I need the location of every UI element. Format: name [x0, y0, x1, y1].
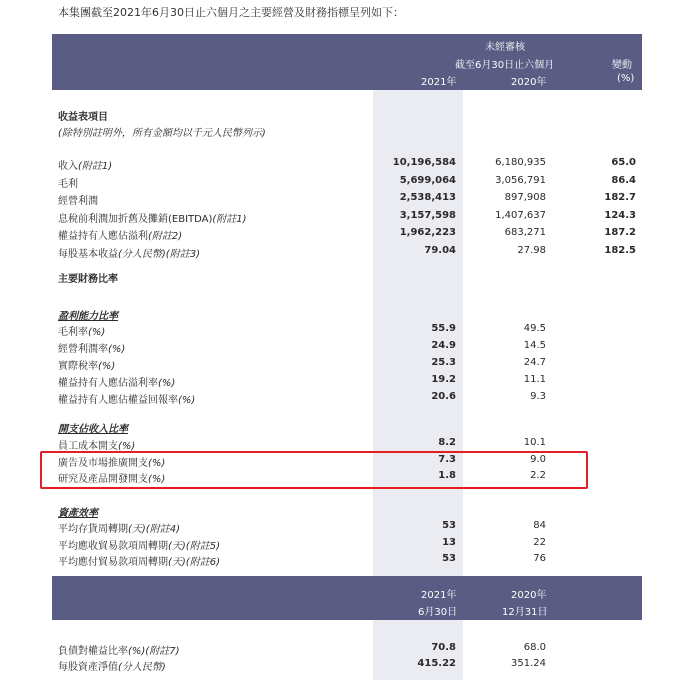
- value-2020: 27.98: [517, 244, 546, 256]
- row-label-text: 實際稅率: [58, 361, 98, 372]
- value-2021: 5,699,064: [399, 174, 456, 186]
- value-change: 124.3: [604, 209, 636, 221]
- value-2021: 1,962,223: [399, 227, 456, 238]
- row-label: [58, 537, 220, 552]
- value-change: 182.7: [604, 192, 636, 203]
- value-2020: 897,908: [504, 192, 546, 203]
- section-title-efficiency: 資產效率: [58, 508, 98, 519]
- row-label-note: (%): [118, 441, 136, 452]
- row-label: [58, 658, 166, 673]
- value-2021: 3,157,598: [399, 209, 456, 221]
- row-label-text: 收入: [58, 161, 78, 172]
- row-label-text: 權益持有人應佔溢利率: [58, 378, 158, 389]
- value-2020: 2.2: [530, 470, 546, 481]
- row-label-note: (附註2): [148, 231, 183, 242]
- row-label-note: (%)(附註7): [128, 646, 180, 657]
- value-2021: 2,538,413: [399, 192, 456, 203]
- value-2021: 79.04: [424, 244, 456, 256]
- value-2020: 11.1: [523, 374, 546, 385]
- row-label: [58, 374, 175, 389]
- value-2021: 7.3: [438, 453, 456, 465]
- row-label-note: (%): [158, 378, 176, 389]
- header-period: 截至6月30日止六個月: [455, 60, 555, 71]
- intro-text: 本集團截至2021年6月30日止六個月之主要經營及財務指標呈列如下：: [58, 6, 404, 19]
- row-label-text: 每股資產淨值: [58, 662, 118, 673]
- section-title-ratios: 主要財務比率: [58, 274, 118, 285]
- header-change-unit: (%): [617, 73, 635, 84]
- value-2020: 683,271: [504, 227, 546, 238]
- value-2021: 20.6: [431, 391, 456, 402]
- value-2020: 9.0: [530, 453, 546, 465]
- section-title-income: 收益表項目: [58, 112, 108, 123]
- value-2021: 13: [442, 536, 456, 548]
- row-label-note: (分人民幣)(附註3): [118, 248, 200, 260]
- row-label-note: (%): [108, 344, 126, 355]
- row-label-note: (附註1): [212, 213, 247, 225]
- row-label: [58, 192, 98, 207]
- header2-date-2021: 6月30日: [418, 607, 458, 618]
- highlight-box: [40, 451, 588, 489]
- value-2020: 22: [533, 536, 546, 548]
- row-label-text: 經營利潤: [58, 196, 98, 207]
- value-2020: 3,056,791: [495, 174, 546, 186]
- table-header-balance: [52, 576, 642, 620]
- row-label-text: 權益持有人應佔權益回報率: [58, 395, 178, 406]
- header-year-2020: 2020年: [511, 77, 547, 88]
- row-label: [58, 210, 247, 225]
- value-2021: 10,196,584: [392, 157, 456, 168]
- row-label: [58, 340, 125, 355]
- row-label-text: 權益持有人應佔溢利: [58, 231, 148, 242]
- row-label-text: 平均存貨周轉期: [58, 524, 128, 535]
- row-label: [58, 437, 135, 452]
- row-label-text: 毛利: [58, 178, 78, 190]
- value-2020: 24.7: [523, 357, 546, 368]
- section-title-profitability: 盈利能力比率: [58, 311, 118, 322]
- value-2020: 14.5: [523, 340, 546, 351]
- row-label-text: 廣告及市場推廣開支: [58, 457, 148, 469]
- value-2020: 6,180,935: [495, 157, 546, 168]
- row-label: [58, 157, 112, 172]
- value-2021: 53: [442, 553, 456, 564]
- row-label-note: (分人民幣): [118, 662, 166, 673]
- row-label: [58, 245, 200, 260]
- value-2020: 84: [533, 520, 546, 531]
- row-label: [58, 323, 105, 338]
- row-label-text: 平均應付貿易款項周轉期: [58, 557, 168, 568]
- value-change: 65.0: [611, 157, 636, 168]
- row-label-text: 息稅前利潤加折舊及攤銷(EBITDA): [58, 213, 213, 225]
- row-label-note: (%): [148, 474, 166, 485]
- value-2020: 76: [533, 553, 546, 564]
- value-2021: 415.22: [417, 658, 456, 669]
- row-label: [58, 391, 195, 406]
- value-2020: 68.0: [523, 642, 546, 653]
- value-2021: 25.3: [431, 357, 456, 368]
- value-2021: 70.8: [431, 642, 456, 653]
- value-2020: 49.5: [523, 323, 546, 334]
- row-label-note: (天)(附註6): [168, 557, 220, 568]
- row-label-note: (%): [178, 395, 196, 406]
- row-label-text: 研究及產品開發開支: [58, 474, 148, 485]
- value-2021: 55.9: [431, 323, 456, 334]
- value-change: 187.2: [604, 227, 636, 238]
- row-label-text: 負債對權益比率: [58, 646, 128, 657]
- row-label-text: 毛利率: [58, 327, 88, 338]
- row-label: [58, 553, 220, 568]
- header2-date-2020: 12月31日: [502, 607, 548, 618]
- value-2020: 9.3: [530, 391, 546, 402]
- header2-year-2021: 2021年: [421, 590, 457, 601]
- row-label-text: 員工成本開支: [58, 441, 118, 452]
- row-label-note: (附註1): [78, 161, 113, 172]
- value-2020: 1,407,637: [495, 209, 546, 221]
- row-label-note: (%): [88, 327, 106, 338]
- row-label-note: (天)(附註4): [128, 524, 180, 535]
- row-label-note: (%): [98, 361, 116, 372]
- row-label-text: 經營利潤率: [58, 344, 108, 355]
- value-2021: 24.9: [431, 340, 456, 351]
- value-2020: 351.24: [511, 658, 546, 669]
- header2-year-2020: 2020年: [511, 590, 547, 601]
- row-label-text: 平均應收貿易款項周轉期: [58, 540, 168, 552]
- value-change: 182.5: [604, 244, 636, 256]
- income-note: (除特別註明外，所有金額均以千元人民幣列示): [58, 128, 266, 139]
- header-change: 變動: [612, 60, 632, 71]
- header-year-2021: 2021年: [421, 77, 457, 88]
- row-label: [58, 357, 115, 372]
- row-label: [58, 642, 179, 657]
- section-title-expenses: 開支佔收入比率: [58, 424, 128, 435]
- value-change: 86.4: [611, 174, 636, 186]
- row-label: [58, 520, 180, 535]
- header-unaudited: 未經審核: [485, 42, 525, 53]
- row-label-note: (%): [148, 457, 166, 469]
- value-2020: 10.1: [523, 437, 546, 448]
- value-2021: 1.8: [438, 470, 456, 481]
- row-label-note: (天)(附註5): [168, 540, 220, 552]
- row-label: [58, 175, 78, 190]
- value-2021: 19.2: [431, 374, 456, 385]
- row-label: [58, 227, 182, 242]
- value-2021: 53: [442, 520, 456, 531]
- value-2021: 8.2: [438, 437, 456, 448]
- row-label-text: 每股基本收益: [58, 248, 118, 260]
